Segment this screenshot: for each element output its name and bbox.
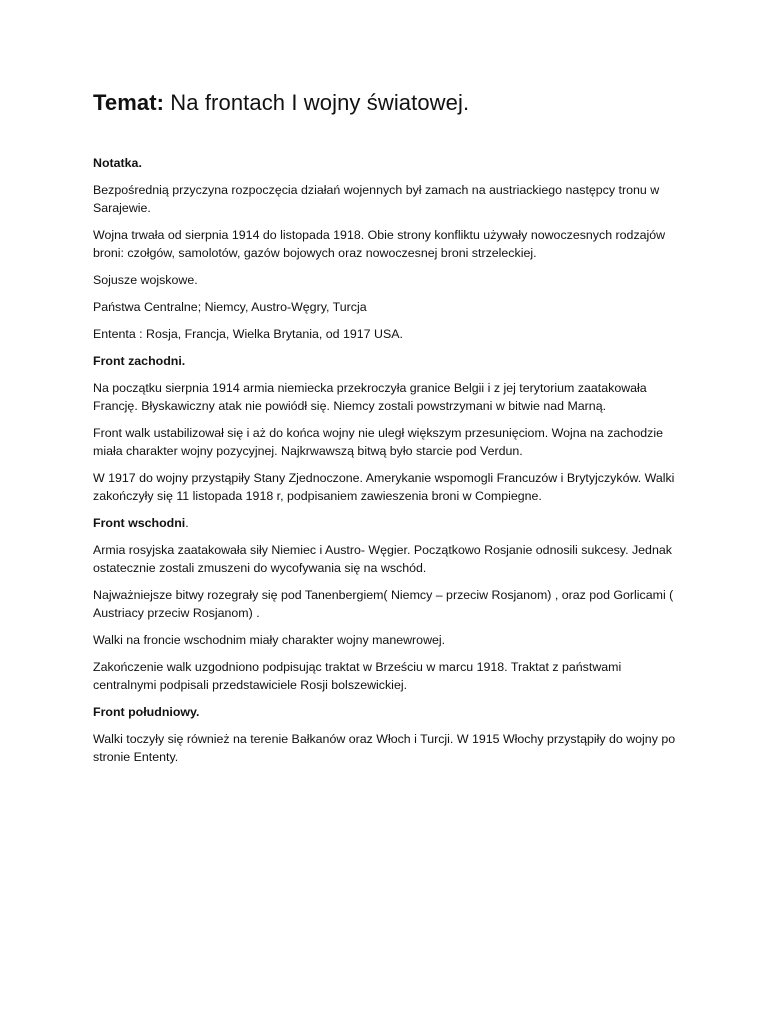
title-text: Na frontach I wojny światowej. [164,90,470,115]
paragraph: Armia rosyjska zaatakowała siły Niemiec i Austro- Węgier. Początkowo Rosjanie odnosili sukcesy. Jednak ostatecznie zostali zmuszeni do wycofywania się na wschód. [93,543,672,575]
paragraph: Sojusze wojskowe. [93,273,198,287]
paragraph: Wojna trwała od sierpnia 1914 do listopada 1918. Obie strony konfliktu używały nowoczesnych rodzajów broni: czołgów, samolotów, gazów bojowych oraz nowoczesnej broni strzeleckiej. [93,228,666,260]
paragraph: W 1917 do wojny przystąpiły Stany Zjednoczone. Amerykanie wspomogli Francuzów i Brytyjczyków. Walki zakończyły się 11 listopada 1918 r, podpisaniem zawieszenia broni w Compiegne. [93,471,675,503]
heading-front-wschodni [93,514,678,532]
heading-front-poludniowy: Front południowy. [93,705,200,719]
paragraph: Walki toczyły się również na terenie Bałkanów oraz Włoch i Turcji. W 1915 Włochy przystąpiły do wojny po stronie Ententy. [93,732,676,764]
heading-front-zachodni: Front zachodni. [93,354,186,368]
paragraph: Państwa Centralne; Niemcy, Austro-Węgry, Turcja [93,300,367,314]
document-body [93,154,678,766]
heading-notatka: Notatka. [93,156,142,170]
paragraph: Najważniejsze bitwy rozegrały się pod Tanenbergiem( Niemcy – przeciw Rosjanom) , oraz pod Gorlicami ( Austriacy przeciw Rosjanom) . [93,588,674,620]
paragraph: Ententa : Rosja, Francja, Wielka Brytania, od 1917 USA. [93,327,403,341]
paragraph: Zakończenie walk uzgodniono podpisując traktat w Brześciu w marcu 1918. Traktat z państwami centralnymi podpisali przedstawiciele Rosji bolszewickiej. [93,660,622,692]
heading-front-wschodni-tail: . [185,516,189,530]
paragraph: Front walk ustabilizował się i aż do końca wojny nie uległ większym przesunięciom. Wojna na zachodzie miała charakter wojny pozycyjnej. Najkrwawszą bitwą było starcie pod Verdun. [93,426,664,458]
title-label: Temat: [93,90,165,115]
heading-front-wschodni-text: Front wschodni [93,516,186,530]
page-title [93,88,678,118]
paragraph: Na początku sierpnia 1914 armia niemiecka przekroczyła granice Belgii i z jej terytorium zaatakowała Francję. Błyskawiczny atak nie powiódł się. Niemcy zostali powstrzymani w bitwie nad Marną. [93,381,647,413]
paragraph: Walki na froncie wschodnim miały charakter wojny manewrowej. [93,633,446,647]
paragraph: Bezpośrednią przyczyna rozpoczęcia działań wojennych był zamach na austriackiego następcy tronu w Sarajewie. [93,183,660,215]
